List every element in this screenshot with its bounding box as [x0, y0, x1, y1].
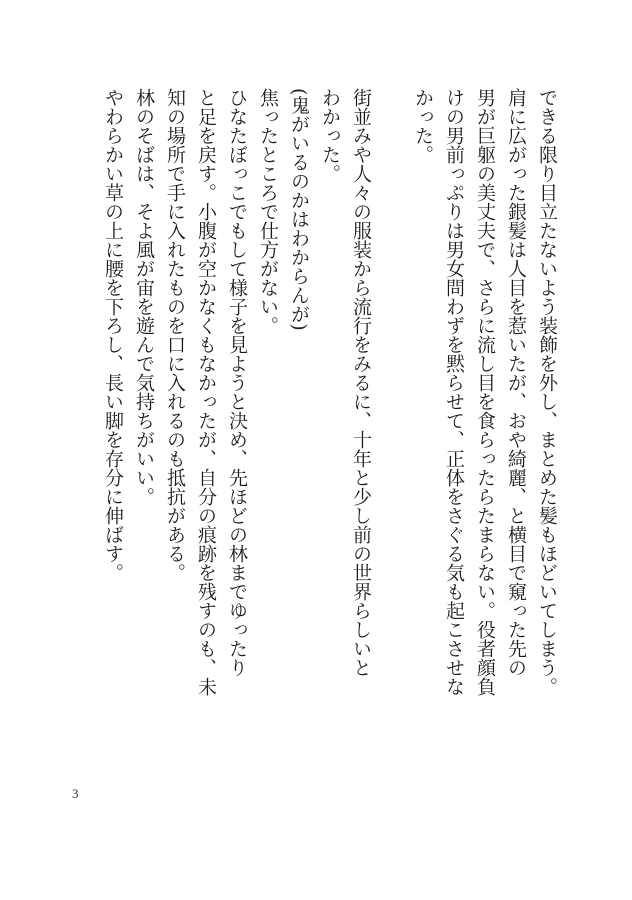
text-line: (鬼がいるのかはわからんが) — [288, 88, 310, 331]
text-line: 林のそばは、そよ風が宙を遊んで気持ちがいい。 — [133, 88, 155, 506]
text-line: 肩に広がった銀髪は人目を惹いたが、おや綺麗、と横目で窺った先の — [505, 88, 527, 677]
text-line: わかった。 — [319, 88, 341, 183]
text-line: 知の場所で手に入れたものを口に入れるのも抵抗がある。 — [164, 88, 186, 582]
text-line: 男が巨躯の美丈夫で、さらに流し目を食らったらたまらない。役者顔負 — [474, 88, 496, 696]
text-line: かった。 — [412, 88, 434, 164]
text-line: できる限り目立たないよう装飾を外し、まとめた髪もほどいてしまう。 — [536, 88, 558, 696]
blank-line — [376, 88, 407, 648]
text-line: けの男前っぷりは男女問わずを黙らせて、正体をさぐる気も起こさせな — [443, 88, 465, 696]
text-line: やわらかい草の上に腰を下ろし、長い脚を存分に伸ばす。 — [102, 88, 124, 582]
text-line: 焦ったところで仕方がない。 — [257, 88, 279, 335]
text-line: ひなたぼっこでもして様子を見ようと決め、先ほどの林までゆったり — [226, 88, 248, 677]
page-number: 3 — [72, 786, 79, 801]
text-line: 街並みや人々の服装から流行をみるに、十年と少し前の世界らしいと — [350, 88, 372, 677]
body-text — [97, 88, 562, 696]
text-line: と足を戻す。小腹が空かなくもなかったが、自分の痕跡を残すのも、未 — [195, 88, 217, 696]
